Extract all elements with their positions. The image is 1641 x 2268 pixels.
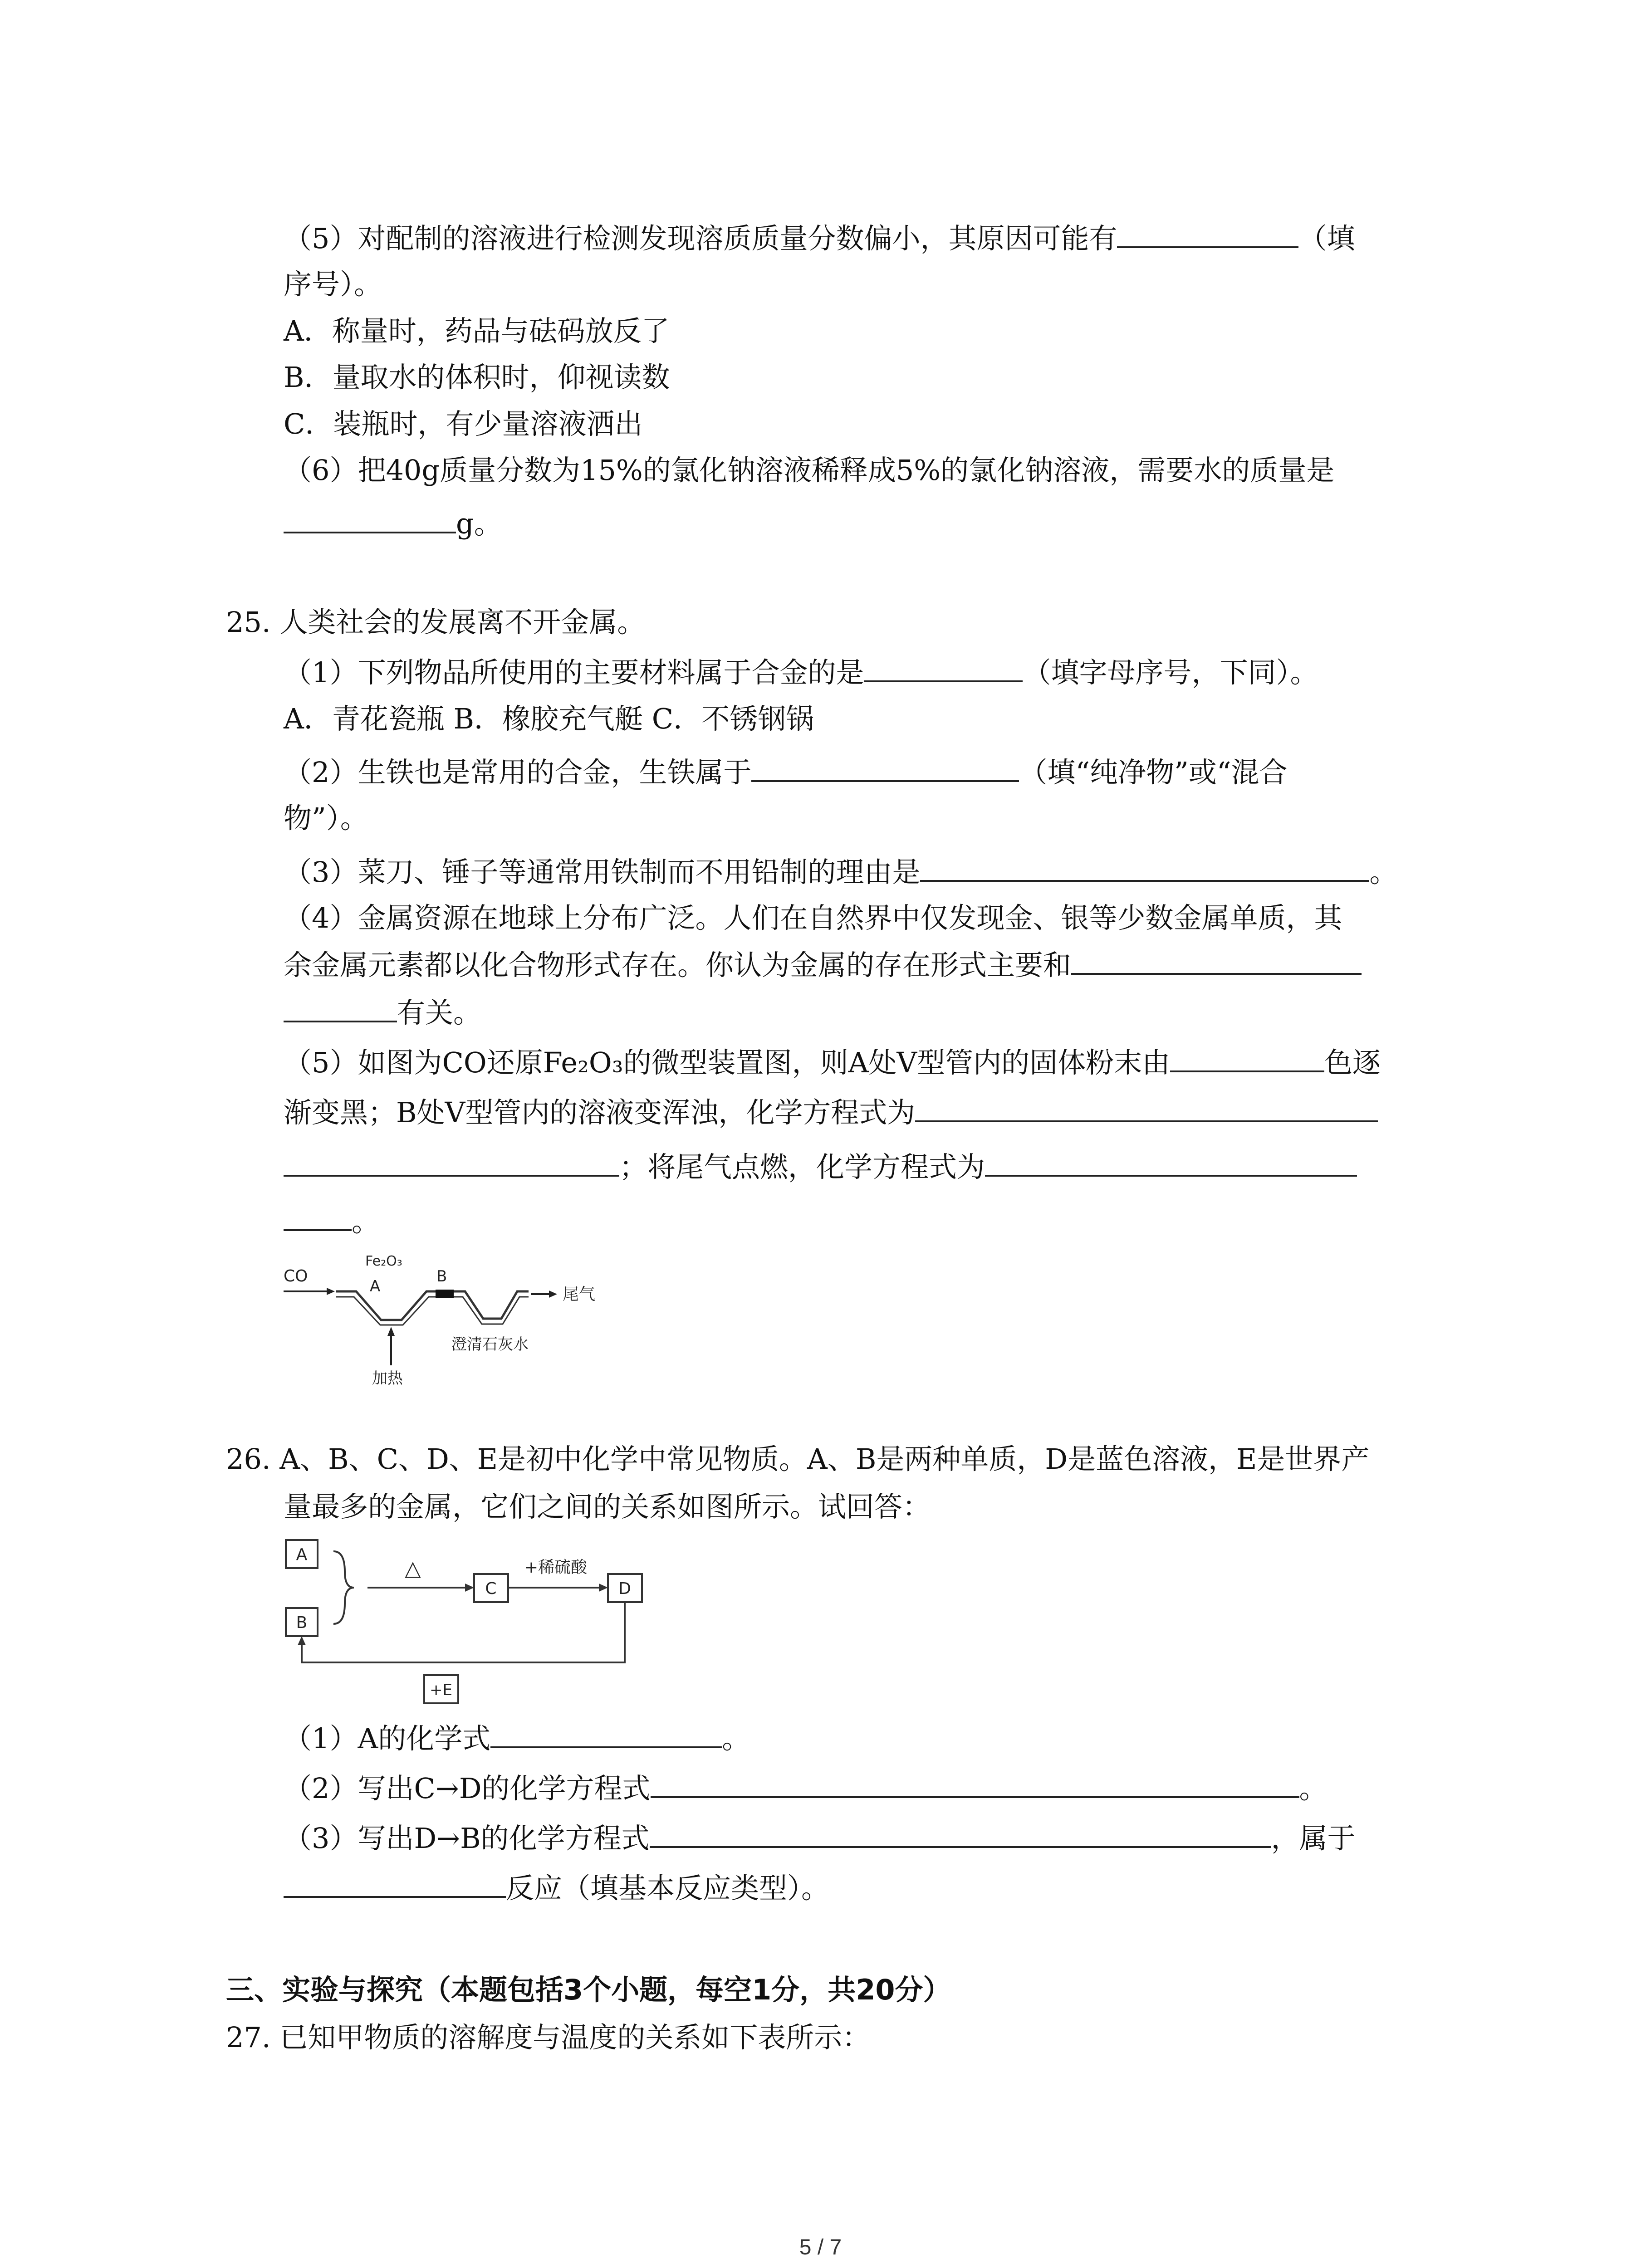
- answer-blank[interactable]: [650, 1819, 1271, 1848]
- arrow-d-to-b: [302, 1602, 625, 1662]
- q26-part2: （2）写出C→D的化学方程式 。: [284, 1769, 1327, 1808]
- q24-part5-line1: （5）对配制的溶液进行检测发现溶质质量分数偏小，其原因可能有 （填: [284, 219, 1355, 258]
- answer-blank[interactable]: [284, 1148, 619, 1177]
- tail-gas-label: 尾气: [563, 1285, 596, 1304]
- q25-part5-line3: ；将尾气点燃，化学方程式为: [284, 1148, 1357, 1186]
- v-tube-b: [454, 1291, 529, 1319]
- answer-blank[interactable]: [864, 653, 1023, 682]
- option-b: B．量取水的体积时，仰视读数: [284, 361, 670, 394]
- q26-part3-line1: （3）写出D→B的化学方程式 ，属于: [284, 1819, 1356, 1857]
- q25-part5-line4: 。: [284, 1202, 380, 1241]
- q26-stem-line2: 量最多的金属，它们之间的关系如图所示。试回答：: [284, 1490, 931, 1523]
- answer-blank[interactable]: [490, 1719, 722, 1748]
- q26-part3-line2: 反应（填基本反应类型）。: [284, 1869, 829, 1907]
- q25-part4-line2: 余金属元素都以化合物形式存在。你认为金属的存在形式主要和: [284, 946, 1362, 984]
- q25-part4-line1: （4）金属资源在地球上分布广泛。人们在自然界中仅发现金、银等少数金属单质，其: [284, 901, 1342, 934]
- svg-text:+E: +E: [430, 1681, 452, 1699]
- answer-blank[interactable]: [915, 1093, 1378, 1122]
- point-a-label: A: [370, 1277, 381, 1295]
- combine-brace: [333, 1551, 354, 1624]
- answer-blank[interactable]: [284, 1869, 506, 1898]
- q24-part5-line2: 序号）。: [284, 268, 382, 301]
- heat-symbol: △: [405, 1556, 421, 1580]
- svg-text:C: C: [485, 1579, 497, 1598]
- page-number: 5 / 7: [799, 2235, 842, 2259]
- option-c: C．装瓶时，有少量溶液洒出: [284, 407, 643, 440]
- answer-blank[interactable]: [284, 1202, 352, 1231]
- answer-blank[interactable]: [751, 753, 1019, 782]
- answer-blank[interactable]: [1071, 946, 1362, 975]
- q26-stem-line1: 26. A、B、C、D、E是初中化学中常见物质。A、B是两种单质，D是蓝色溶液，E是世界产: [226, 1442, 1370, 1476]
- q25-part1: （1）下列物品所使用的主要材料属于合金的是 （填字母序号，下同）。: [284, 653, 1318, 692]
- q24-part6-line1: （6）把40g质量分数为15%的氯化钠溶液稀释成5%的氯化钠溶液，需要水的质量是: [284, 454, 1335, 487]
- fe2o3-label: Fe₂O₃: [365, 1253, 402, 1269]
- q27-stem: 27. 已知甲物质的溶解度与温度的关系如下表所示：: [226, 2021, 871, 2054]
- q24-part6-line2: g。: [284, 504, 502, 543]
- tube-connector: [436, 1290, 454, 1298]
- point-b-label: B: [436, 1267, 447, 1286]
- svg-text:B: B: [296, 1613, 308, 1632]
- answer-blank[interactable]: [651, 1769, 1299, 1798]
- q25-part2-line2: 物”）。: [284, 802, 368, 835]
- q25-part4-line3: 有关。: [284, 993, 481, 1032]
- answer-blank[interactable]: [284, 504, 456, 533]
- option-a: A．称量时，药品与砝码放反了: [284, 314, 670, 347]
- svg-text:D: D: [618, 1579, 631, 1598]
- answer-blank[interactable]: [284, 993, 397, 1022]
- svg-text:A: A: [296, 1545, 308, 1564]
- q25-part5-line1: （5）如图为CO还原Fe₂O₃的微型装置图，则A处V型管内的固体粉末由 色逐: [284, 1043, 1381, 1082]
- dilute-sulfuric-acid-label: +稀硫酸: [524, 1558, 588, 1577]
- heat-label: 加热: [372, 1369, 403, 1388]
- answer-blank[interactable]: [1117, 219, 1298, 248]
- limewater-label: 澄清石灰水: [451, 1335, 529, 1354]
- q25-part1-options: A．青花瓷瓶 B．橡胶充气艇 C．不锈钢锅: [284, 702, 814, 735]
- q25-part2-line1: （2）生铁也是常用的合金，生铁属于 （填“纯净物”或“混合: [284, 753, 1288, 792]
- answer-blank[interactable]: [1170, 1043, 1324, 1072]
- co-reduction-apparatus-figure: [272, 1241, 599, 1390]
- section-three-heading: 三、实验与探究（本题包括3个小题，每空1分，共20分）: [226, 1973, 951, 2006]
- q26-part1: （1）A的化学式 。: [284, 1719, 750, 1758]
- answer-blank[interactable]: [920, 853, 1369, 882]
- q25-stem: 25. 人类社会的发展离不开金属。: [226, 606, 646, 639]
- q25-part5-line2: 渐变黑；B处V型管内的溶液变浑浊，化学方程式为: [284, 1093, 1378, 1132]
- answer-blank[interactable]: [985, 1148, 1357, 1177]
- substance-relationship-diagram: [277, 1531, 676, 1721]
- co-label: CO: [284, 1267, 308, 1286]
- q25-part3: （3）菜刀、锤子等通常用铁制而不用铅制的理由是 。: [284, 853, 1397, 891]
